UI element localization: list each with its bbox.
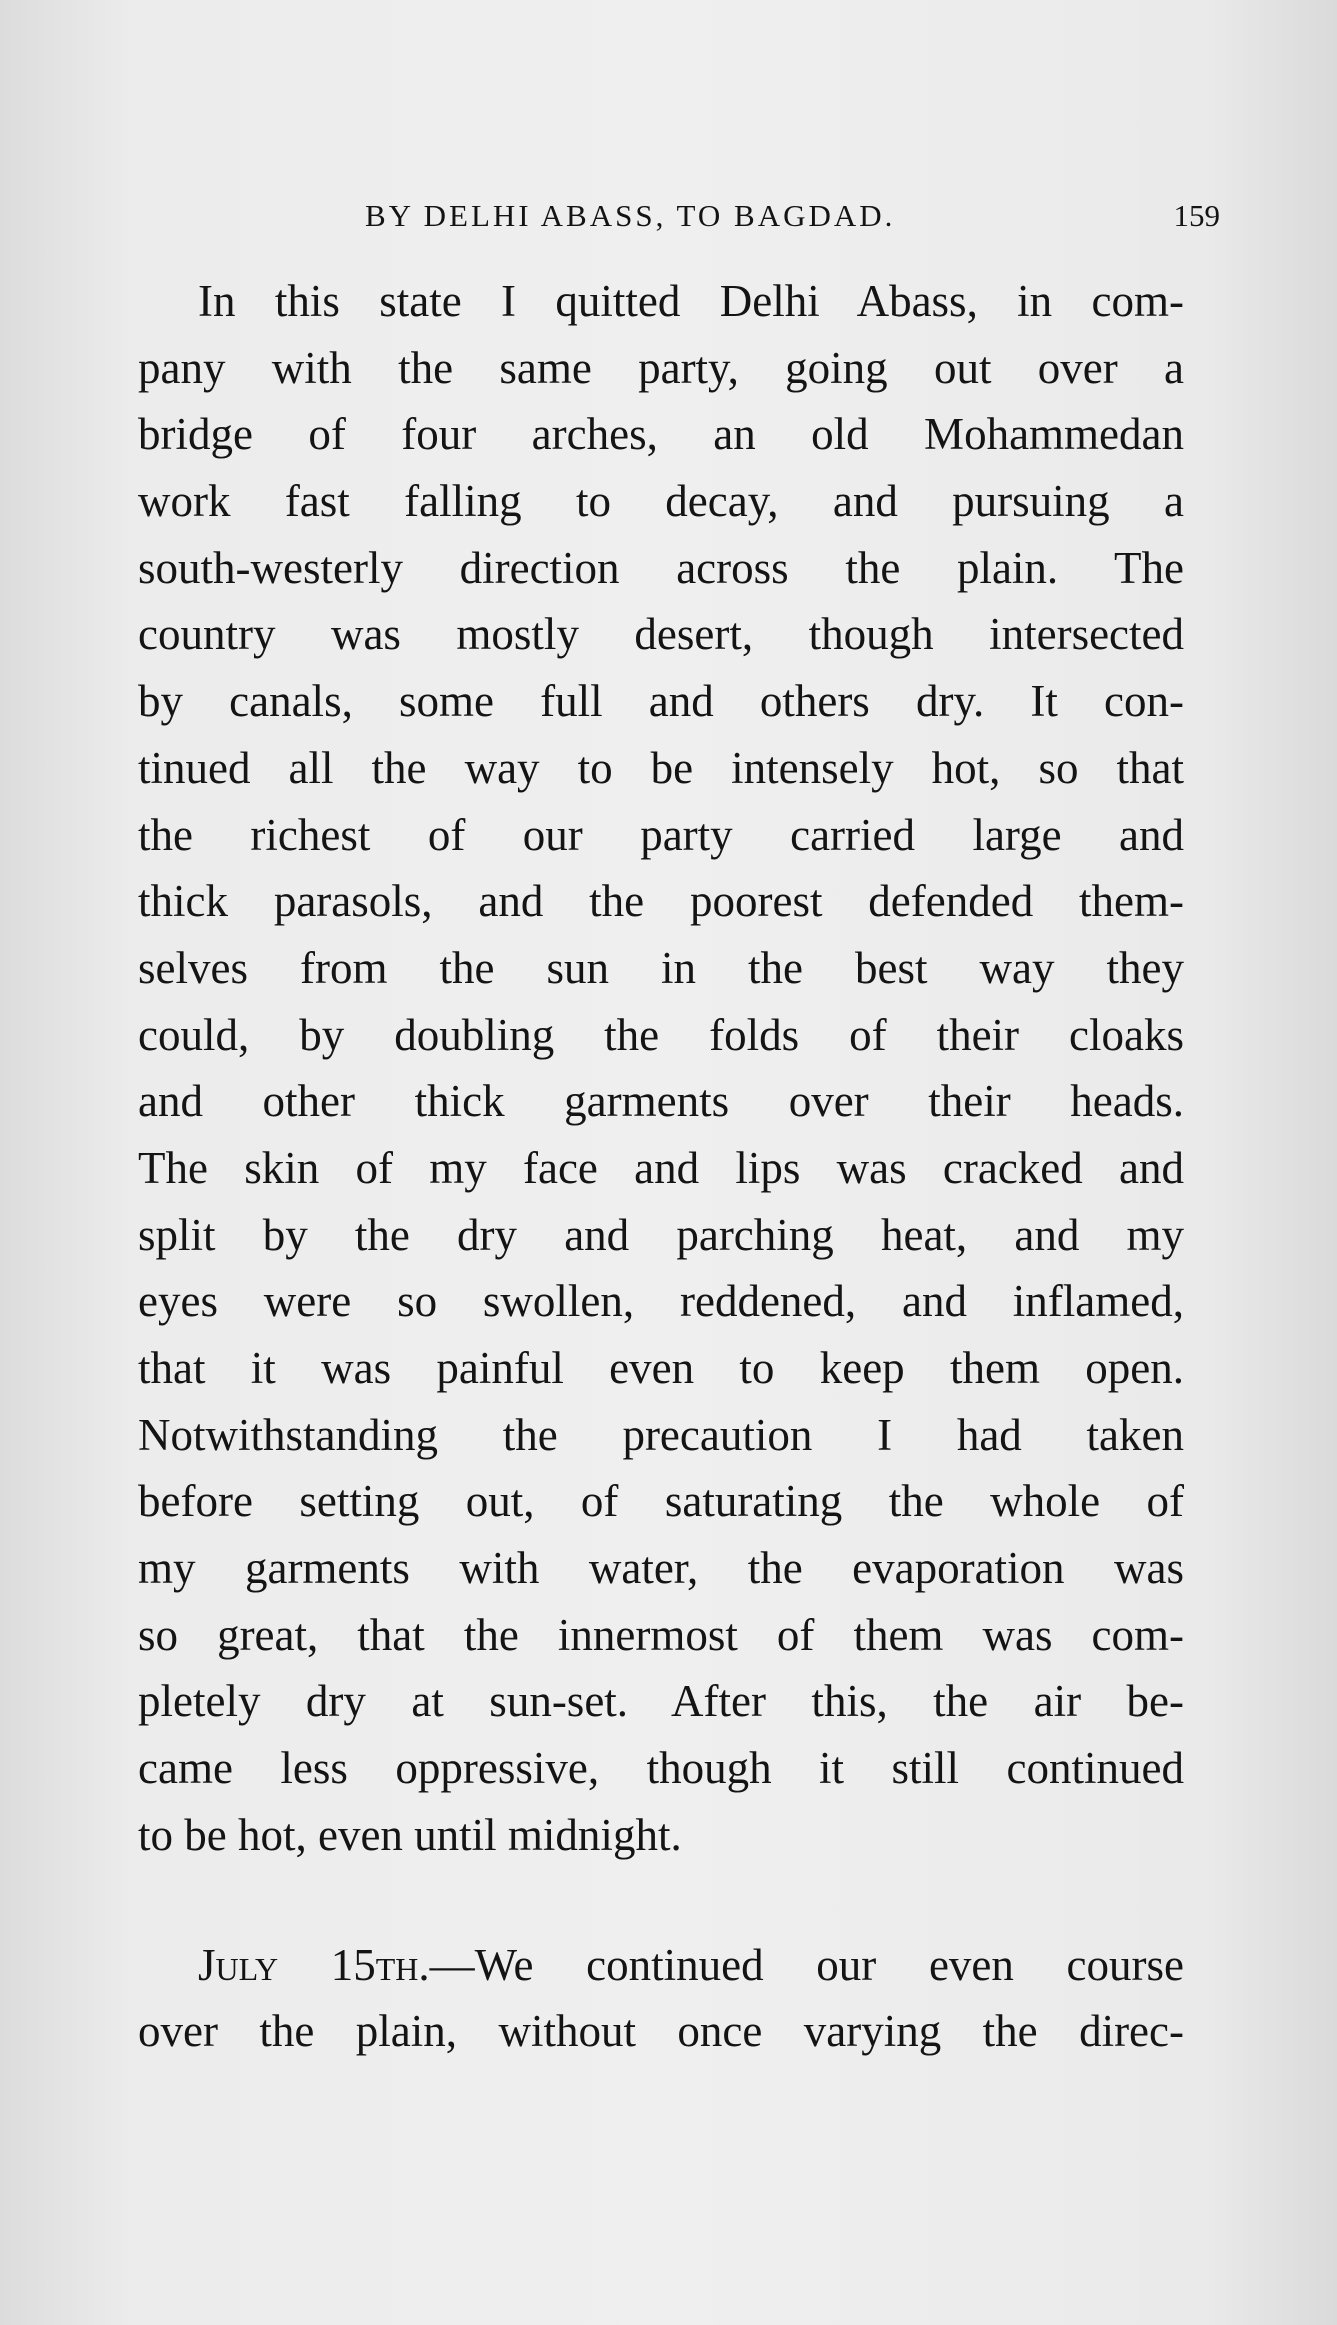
text-line: work fast falling to decay, and pursuing a — [138, 476, 1184, 527]
text-line: and other thick garments over their heads. — [138, 1076, 1184, 1127]
text-line: country was mostly desert, though intersected — [138, 609, 1184, 660]
text-line: pletely dry at sun-set. After this, the air be- — [138, 1676, 1184, 1727]
text-line: tinued all the way to be intensely hot, so that — [138, 742, 1184, 793]
text-line: to be hot, even until midnight. — [138, 1809, 682, 1860]
text-run: —We continued our even course — [429, 1939, 1185, 1990]
text-line: selves from the sun in the best way they — [138, 942, 1184, 993]
date-heading: July 15th. — [198, 1939, 430, 1990]
paragraph-gap — [138, 1869, 1184, 1932]
running-title: BY DELHI ABASS, TO BAGDAD. — [365, 198, 896, 233]
text-line: the richest of our party carried large and — [138, 809, 1184, 860]
text-line: over the plain, without once varying the direc- — [138, 2006, 1184, 2057]
text-line: my garments with water, the evaporation was — [138, 1543, 1184, 1594]
text-line: came less oppressive, though it still continued — [138, 1743, 1184, 1794]
text-line: could, by doubling the folds of their cloaks — [138, 1009, 1184, 1060]
body-text — [138, 268, 1184, 2065]
text-line: by canals, some full and others dry. It con- — [138, 676, 1184, 727]
text-line: thick parasols, and the poorest defended them- — [138, 876, 1184, 927]
text-line: south-westerly direction across the plain. The — [138, 542, 1184, 593]
text-line: eyes were so swollen, reddened, and inflamed, — [138, 1276, 1184, 1327]
text-line: that it was painful even to keep them open. — [138, 1343, 1184, 1393]
paragraph — [138, 268, 1184, 1869]
running-head — [140, 198, 1220, 242]
text-line: before setting out, of saturating the whole of — [138, 1476, 1184, 1527]
text-line: bridge of four arches, an old Mohammedan — [138, 409, 1184, 460]
paragraph — [138, 1932, 1184, 2065]
text-line: split by the dry and parching heat, and my — [138, 1209, 1184, 1260]
text-line: so great, that the innermost of them was com- — [138, 1609, 1184, 1660]
text-line: pany with the same party, going out over a — [138, 342, 1184, 393]
text-line: The skin of my face and lips was cracked and — [138, 1142, 1184, 1193]
text-line — [138, 1932, 1184, 1999]
text-line: In this state I quitted Delhi Abass, in com- — [198, 276, 1184, 326]
page-number: 159 — [1173, 198, 1220, 233]
text-line: Notwithstanding the precaution I had taken — [138, 1409, 1184, 1460]
